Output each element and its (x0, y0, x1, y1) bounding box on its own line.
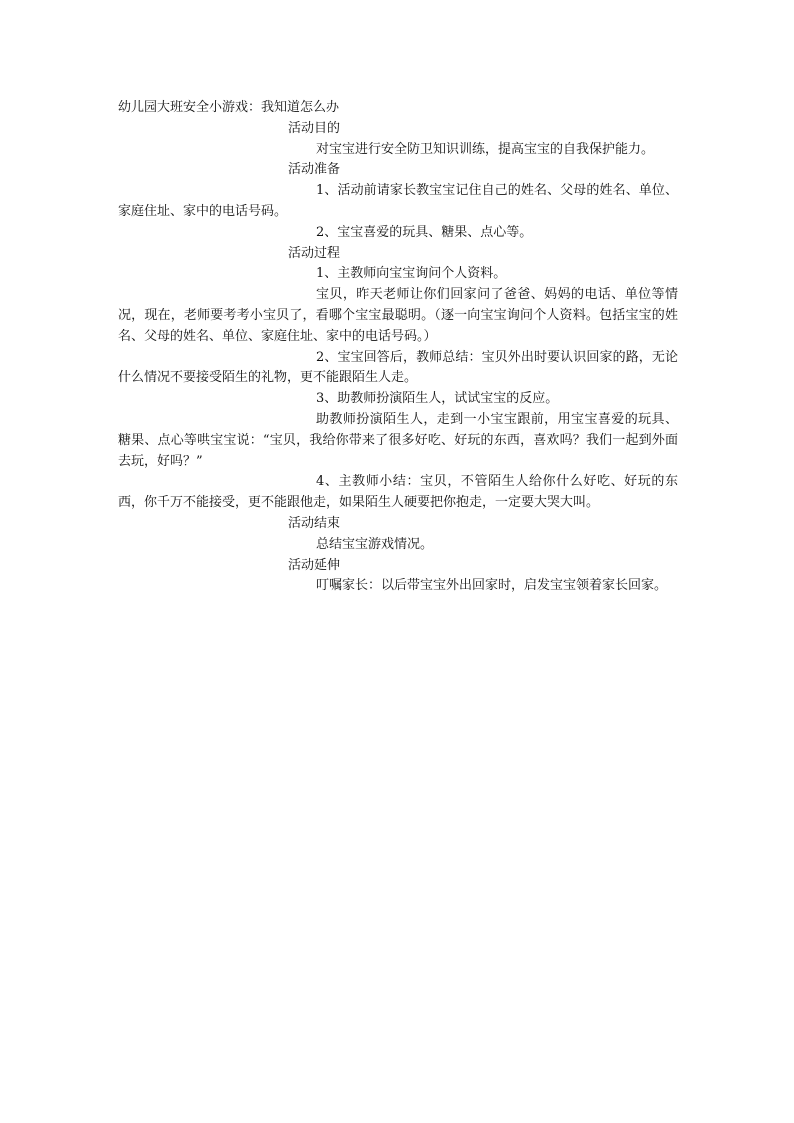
paragraph: 对宝宝进行安全防卫知识训练，提高宝宝的自我保护能力。 (316, 141, 655, 157)
paragraph: 3、助教师扮演陌生人，试试宝宝的反应。 (316, 391, 559, 407)
paragraph: 助教师扮演陌生人，走到一小宝宝跟前，用宝宝喜爱的玩具、糖果、点心等哄宝宝说：“宝贝，我给你带来了很多好吃、好玩的东西，喜欢吗？我们一起到外面去玩，好吗？” (118, 411, 678, 469)
paragraph: 宝贝，昨天老师让你们回家问了爸爸、妈妈的电话、单位等情况，现在，老师要考考小宝贝了，看哪个宝宝最聪明。（逐一向宝宝询问个人资料。包括宝宝的姓名、父母的姓名、单位、家庭住址、家中的电话号码。） (118, 287, 678, 344)
section-heading-extension: 活动延伸 (288, 557, 341, 573)
section-heading-end: 活动结束 (288, 515, 341, 531)
paragraph: 1、主教师向宝宝询问个人资料。 (316, 266, 507, 282)
section-heading-process: 活动过程 (288, 245, 341, 261)
paragraph: 2、宝宝回答后，教师总结：宝贝外出时要认识回家的路，无论什么情况不要接受陌生的礼物，更不能跟陌生人走。 (118, 349, 678, 386)
paragraph: 叮嘱家长：以后带宝宝外出回家时，启发宝宝领着家长回家。 (316, 578, 668, 594)
paragraph: 1、活动前请家长教宝宝记住自己的姓名、父母的姓名、单位、家庭住址、家中的电话号码。 (118, 183, 678, 219)
section-heading-prep: 活动准备 (288, 162, 341, 178)
paragraph: 4、主教师小结：宝贝，不管陌生人给你什么好吃、好玩的东西，你千万不能接受，更不能跟他走，如果陌生人硬要把你抱走，一定要大哭大叫。 (118, 474, 678, 511)
paragraph: 2、宝宝喜爱的玩具、糖果、点心等。 (316, 224, 533, 240)
document-page (118, 98, 678, 597)
paragraph: 总结宝宝游戏情况。 (316, 536, 434, 552)
document-title: 幼儿园大班安全小游戏：我知道怎么办 (118, 100, 340, 115)
section-heading-goal: 活动目的 (288, 120, 341, 136)
